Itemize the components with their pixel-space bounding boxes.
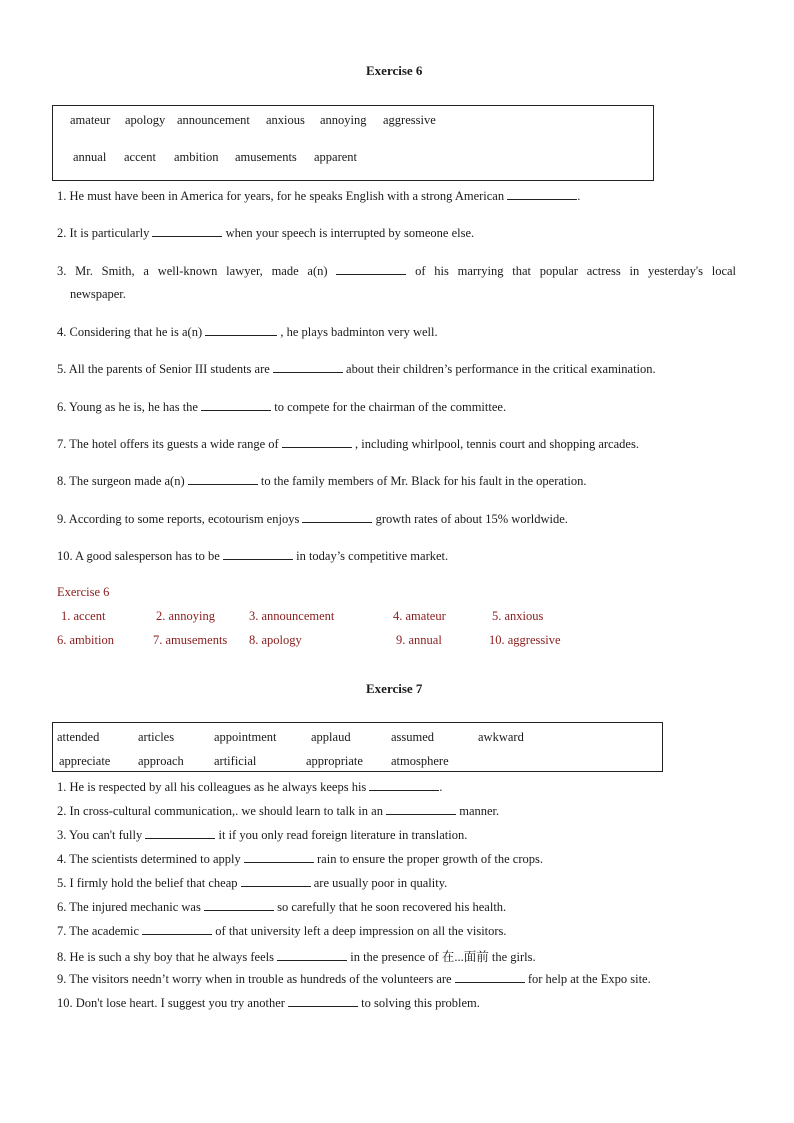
answer-blank[interactable] [142,923,212,935]
answer-key-title: Exercise 6 [57,585,110,599]
answer-blank[interactable] [507,188,577,200]
answer-blank[interactable] [244,851,314,863]
answer-blank[interactable] [205,324,277,336]
answer-blank[interactable] [302,511,372,523]
question-6: 6. Young as he is, he has the to compete for the chairman of the committee. [57,400,507,414]
answer-blank[interactable] [204,899,274,911]
question-2: 2. In cross-cultural communication,. we should learn to talk in an manner. [57,804,500,818]
word-bank-item: artificial [214,754,257,768]
exercise-7-title: Exercise 7 [366,681,423,696]
word-bank-item: attended [57,730,100,744]
question-5: 5. I firmly hold the belief that cheap are usually poor in quality. [57,876,448,890]
answer-blank[interactable] [145,827,215,839]
question-8: 8. He is such a shy boy that he always feels in the presence of 在...面前 the girls. [57,950,536,964]
answer-blank[interactable] [282,436,352,448]
question-2: 2. It is particularly when your speech is interrupted by someone else. [57,226,475,240]
answer-key-item: 4. amateur [393,609,446,623]
word-bank-item: announcement [177,113,250,127]
word-bank-item: amusements [235,150,297,164]
answer-key-item: 3. announcement [249,609,335,623]
answer-blank[interactable] [201,399,271,411]
word-bank-item: accent [124,150,156,164]
answer-blank[interactable] [277,949,347,961]
word-bank-item: ambition [174,150,219,164]
answer-blank[interactable] [455,971,525,983]
word-bank-item: apparent [314,150,358,164]
word-bank-item: amateur [70,113,111,127]
answer-key-item: 2. annoying [156,609,216,623]
word-bank-item: articles [138,730,175,744]
answer-blank[interactable] [188,473,258,485]
question-3: 3. You can't fully it if you only read foreign literature in translation. [57,828,468,842]
question-4: 4. The scientists determined to apply rain to ensure the proper growth of the crops. [57,852,543,866]
question-8: 8. The surgeon made a(n) to the family members of Mr. Black for his fault in the operation. [57,474,587,488]
answer-key-item: 8. apology [249,633,302,647]
exercise-6-title: Exercise 6 [366,63,423,78]
word-bank-item: apology [125,113,166,127]
answer-blank[interactable] [386,803,456,815]
word-bank-item: appropriate [306,754,363,768]
answer-blank[interactable] [336,263,406,275]
answer-key-item: 6. ambition [57,633,114,647]
question-1: 1. He is respected by all his colleagues as he always keeps his . [57,780,443,794]
answer-key-item: 7. amusements [153,633,228,647]
answer-blank[interactable] [288,995,358,1007]
answer-blank[interactable] [152,225,222,237]
question-9: 9. According to some reports, ecotourism enjoys growth rates of about 15% worldwide. [57,512,568,526]
question-7: 7. The hotel offers its guests a wide range of , including whirlpool, tennis court and shopping arcades. [57,437,639,451]
word-bank-item: atmosphere [391,754,449,768]
word-bank-item: anxious [266,113,305,127]
answer-blank[interactable] [369,779,439,791]
answer-key-item: 10. aggressive [489,633,561,647]
answer-key-item: 1. accent [61,609,106,623]
question-9: 9. The visitors needn’t worry when in trouble as hundreds of the volunteers are for help at the Expo site. [57,972,651,986]
question-10: 10. Don't lose heart. I suggest you try another to solving this problem. [57,996,480,1010]
word-bank-item: appreciate [59,754,111,768]
question-3: 3. Mr. Smith, a well-known lawyer, made a(n) of his marrying that popular actress in yesterday's local [57,264,737,278]
question-3-continued: newspaper. [70,287,126,301]
answer-blank[interactable] [273,361,343,373]
question-4: 4. Considering that he is a(n) , he plays badminton very well. [57,325,438,339]
word-bank-item: assumed [391,730,435,744]
question-1: 1. He must have been in America for years, for he speaks English with a strong American . [57,189,581,203]
word-bank-item: awkward [478,730,524,744]
answer-key-item: 5. anxious [492,609,544,623]
answer-key-item: 9. annual [396,633,442,647]
question-5: 5. All the parents of Senior III students are about their children’s performance in the critical examination. [57,362,656,376]
word-bank-item: annoying [320,113,367,127]
question-7: 7. The academic of that university left a deep impression on all the visitors. [57,924,507,938]
word-bank-item: appointment [214,730,277,744]
question-6: 6. The injured mechanic was so carefully that he soon recovered his health. [57,900,507,914]
word-bank-item: approach [138,754,184,768]
word-bank-item: aggressive [383,113,436,127]
answer-blank[interactable] [223,548,293,560]
answer-blank[interactable] [241,875,311,887]
question-10: 10. A good salesperson has to be in today’s competitive market. [57,549,449,563]
word-bank-item: annual [73,150,107,164]
word-bank-item: applaud [311,730,351,744]
